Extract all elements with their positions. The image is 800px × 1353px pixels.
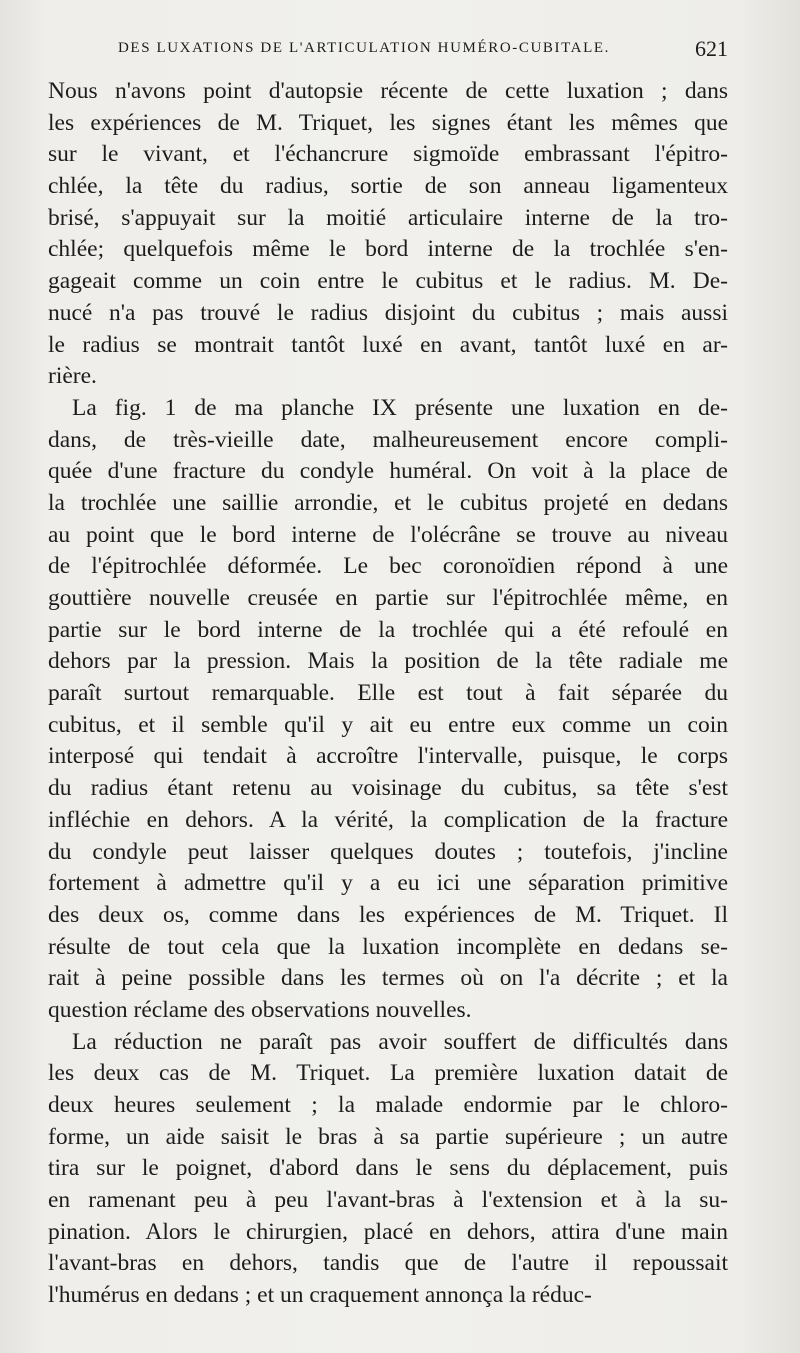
text-line: nucé n'a pas trouvé le radius disjoint du cubitus ; mais aussi [48,299,728,326]
page-header [118,36,728,66]
text-line: La fig. 1 de ma planche IX présente une luxation en de- [72,394,728,421]
page-number: 621 [695,36,728,61]
text-line: interposé qui tendait à accroître l'intervalle, puisque, le corps [48,743,728,770]
text-line: des deux os, comme dans les expériences de M. Triquet. Il [48,901,728,928]
text-line: chlée, la tête du radius, sortie de son anneau ligamenteux [48,173,728,200]
text-line: gageait comme un coin entre le cubitus et le radius. M. De- [48,268,728,295]
text-line: chlée; quelquefois même le bord interne de la trochlée s'en- [48,236,728,263]
text-line: en ramenant peu à peu l'avant-bras à l'extension et à la su- [48,1187,728,1214]
text-line: La réduction ne paraît pas avoir souffert de difficultés dans [72,1028,728,1055]
text-line: forme, un aide saisit le bras à sa partie supérieure ; un autre [48,1123,728,1150]
paragraph [48,76,728,393]
text-line: les expériences de M. Triquet, les signes étant les mêmes que [48,109,728,136]
text-line: fortement à admettre qu'il y a eu ici une séparation primitive [48,870,728,897]
text-line: l'humérus en dedans ; et un craquement annonça la réduc- [48,1282,592,1309]
text-line: l'avant-bras en dehors, tandis que de l'autre il repoussait [48,1250,728,1277]
text-line: les deux cas de M. Triquet. La première luxation datait de [48,1060,728,1087]
text-line: infléchie en dehors. A la vérité, la complication de la fracture [48,806,728,833]
text-line: du condyle peut laisser quelques doutes ; toutefois, j'incline [48,838,728,865]
text-line: le radius se montrait tantôt luxé en avant, tantôt luxé en ar- [48,331,728,358]
paragraph [48,1027,728,1312]
text-line: question réclame des observations nouvelles. [48,996,472,1023]
text-line: du radius étant retenu au voisinage du cubitus, sa tête s'est [48,775,728,802]
running-title: DES LUXATIONS DE L'ARTICULATION HUMÉRO-CUBITALE. [118,40,610,56]
text-line: quée d'une fracture du condyle huméral. On voit à la place de [48,458,728,485]
text-line: pination. Alors le chirurgien, placé en dehors, attira d'une main [48,1218,728,1245]
text-line: tira sur le poignet, d'abord dans le sens du déplacement, puis [48,1155,728,1182]
text-line: dehors par la pression. Mais la position de la tête radiale me [48,648,728,675]
text-line: deux heures seulement ; la malade endormie par le chloro- [48,1092,728,1118]
text-line: au point que le bord interne de l'olécrâne se trouve au niveau [48,521,728,548]
text-line: résulte de tout cela que la luxation incomplète en dedans se- [48,933,728,960]
text-line: gouttière nouvelle creusée en partie sur l'épitrochlée même, en [48,585,728,611]
body-text [48,76,728,1312]
text-line: cubitus, et il semble qu'il y ait eu entre eux comme un coin [48,711,728,738]
text-line: Nous n'avons point d'autopsie récente de cette luxation ; dans [48,78,728,104]
paragraph [48,393,728,1027]
text-line: rait à peine possible dans les termes où on l'a décrite ; et la [48,965,728,992]
text-line: sur le vivant, et l'échancrure sigmoïde embrassant l'épitro- [48,141,728,168]
text-line: dans, de très-vieille date, malheureusement encore compli- [48,426,728,453]
text-line: la trochlée une saillie arrondie, et le cubitus projeté en dedans [48,489,728,516]
text-line: partie sur le bord interne de la trochlée qui a été refoulé en [48,616,728,643]
text-line: paraît surtout remarquable. Elle est tout à fait séparée du [48,680,728,707]
text-line: rière. [48,363,97,390]
text-line: brisé, s'appuyait sur la moitié articulaire interne de la tro- [48,204,728,231]
text-line: de l'épitrochlée déformée. Le bec coronoïdien répond à une [48,553,728,580]
